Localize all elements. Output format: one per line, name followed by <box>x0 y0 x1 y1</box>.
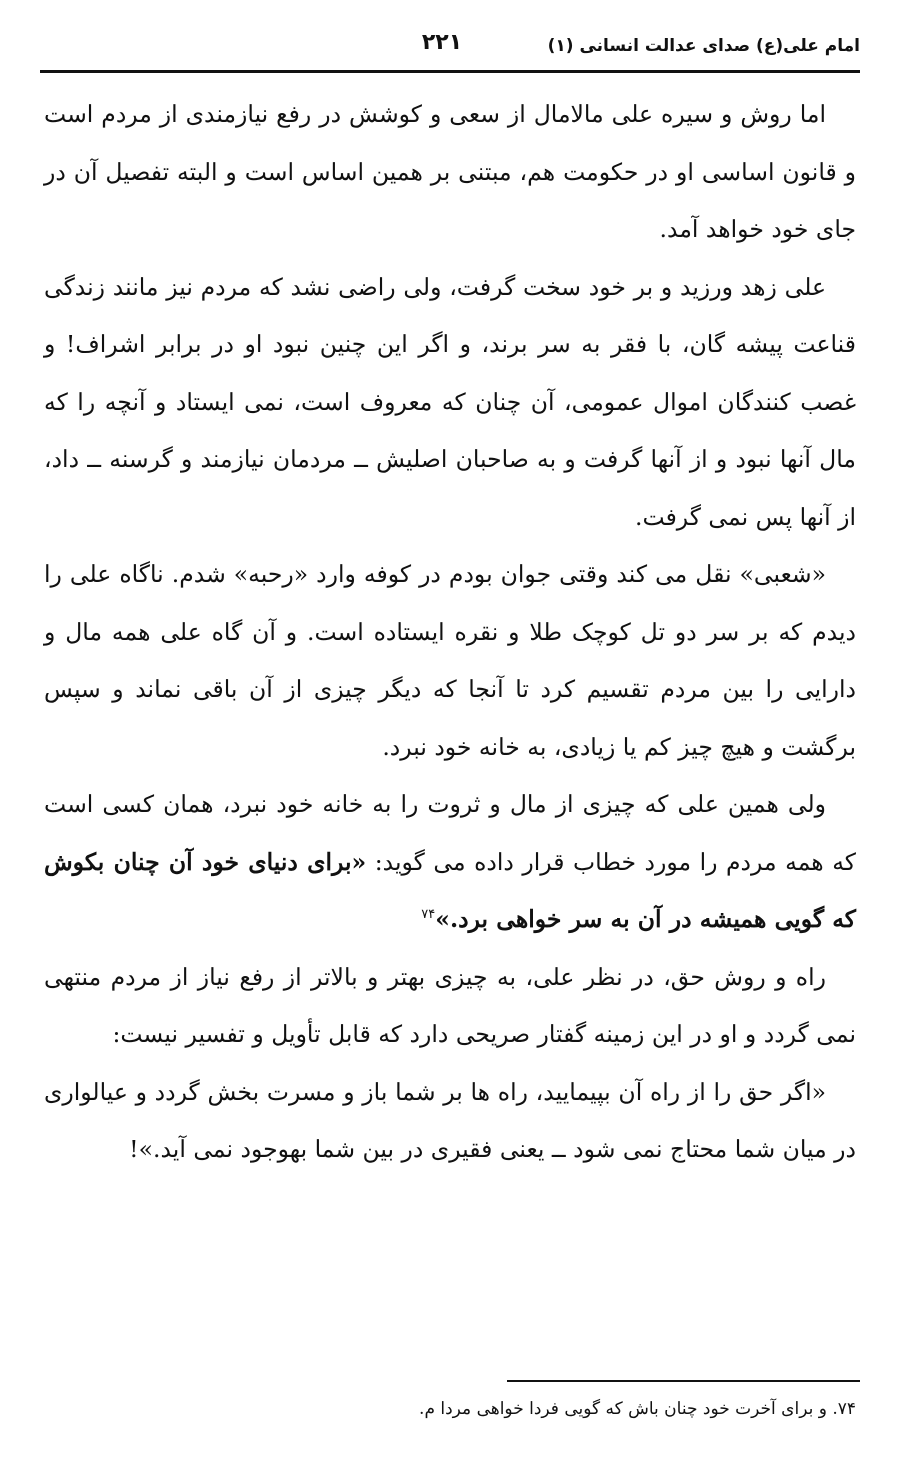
paragraph-4-text: ولی همین علی که چیزی از مال و ثروت را به خانه خود نبرد، همان کسی است که همه مردم را مورد خطاب قرار داده می گوید: <box>44 790 856 876</box>
paragraph-1: اما روش و سیره علی مالامال از سعی و کوشش در رفع نیازمندی از مردم است و قانون اساسی او در حکومت هم، مبتنی بر همین اساس است و البته تفصیل آن در جای خود خواهد آمد. <box>44 100 856 243</box>
page-header <box>40 24 860 68</box>
running-title: امام علی(ع) صدای عدالت انسانی (۱) <box>547 36 860 56</box>
body-text <box>44 86 856 1179</box>
paragraph-5: راه و روش حق، در نظر علی، به چیزی بهتر و بالاتر از رفع نیاز از مردم منتهی نمی گردد و او در این زمینه گفتار صریحی دارد که قابل تأویل و تفسیر نیست: <box>44 962 856 1048</box>
footnote: ۷۴. و برای آخرت خود چنان باش که گویی فردا خواهی مردا م. <box>419 1399 856 1419</box>
paragraph-6: «اگر حق را از راه آن بپیمایید، راه ها بر شما باز و مسرت بخش گردد و عیالواری در میان شما محتاج نمی شود ــ یعنی فقیری در بین شما بهوجود نمی آید.»! <box>44 1077 856 1163</box>
footnote-divider <box>507 1380 860 1382</box>
page-number: ۲۲۱ <box>421 30 463 55</box>
paragraph-2: علی زهد ورزید و بر خود سخت گرفت، ولی راضی نشد که مردم نیز مانند زندگی قناعت پیشه گان، با فقر به سر برند، و اگر این چنین نبود او در برابر اشراف! و غصب کنندگان اموال عمومی، آن چنان که معروف است، نمی ایستاد و آنچه را که مال آنها نبود و از آنها گرفت و به صاحبان اصلیش ــ مردمان نیازمند و گرسنه ــ داد، از آنها پس نمی گرفت. <box>44 272 856 531</box>
paragraph-3: «شعبی» نقل می کند وقتی جوان بودم در کوفه وارد «رحبه» شدم. ناگاه علی را دیدم که بر سر دو تل کوچک طلا و نقره ایستاده است. و آن گاه علی همه مال و دارایی را بین مردم تقسیم کرد تا آنجا که دیگر چیزی از آن باقی نماند و سپس برگشت و هیچ چیز کم یا زیادی، به خانه خود نبرد. <box>44 560 856 761</box>
quote-bold: «برای دنیای خود آن چنان بکوش که گویی همیشه در آن به سر خواهی برد.» <box>44 847 856 933</box>
paragraph-4 <box>44 776 856 949</box>
footnote-reference[interactable]: ۷۴ <box>421 907 436 923</box>
header-divider <box>40 70 860 73</box>
